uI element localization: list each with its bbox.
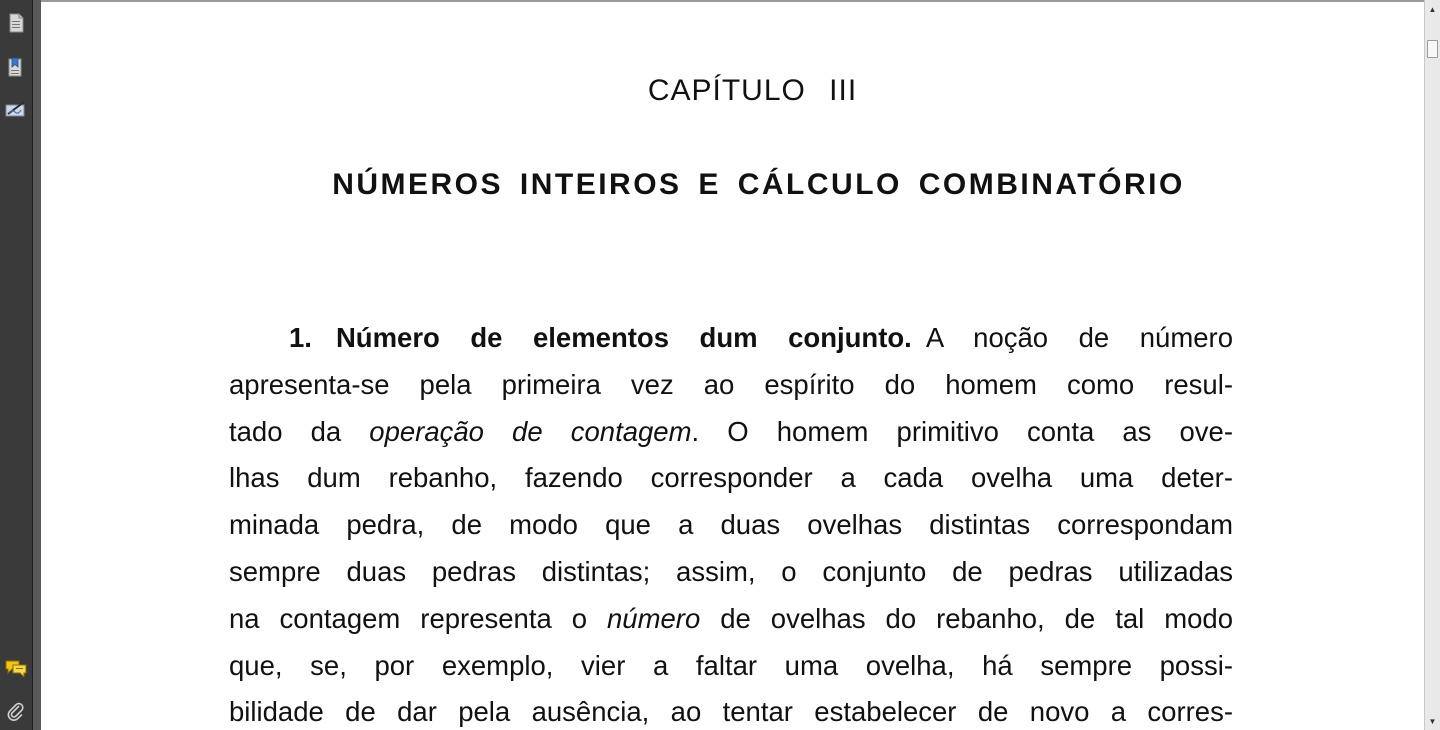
body-paragraph (229, 315, 1233, 730)
text-run: . O homem primitivo conta as ove- (691, 415, 1233, 447)
section-title: Número de elementos dum conjunto. (335, 322, 912, 353)
text-run: minada pedra, de modo que a duas ovelhas distintas correspondam (229, 509, 1233, 541)
text-line (229, 502, 1233, 549)
text-run: que, se, por exemplo, vier a faltar uma ovelha, há sempre possi- (229, 649, 1233, 681)
signatures-icon[interactable] (4, 98, 28, 122)
text-run: na contagem representa o (229, 602, 608, 634)
text-run: lhas dum rebanho, fazendo corresponder a cada ovelha uma deter- (229, 462, 1233, 494)
pane-divider[interactable] (33, 0, 41, 730)
navigation-pane (0, 0, 33, 730)
scroll-up-button[interactable]: ▲ (1428, 4, 1437, 14)
scroll-down-button[interactable]: ▼ (1428, 716, 1437, 726)
text-line (229, 455, 1233, 502)
vertical-scrollbar[interactable] (1424, 0, 1440, 730)
text-line (229, 409, 1233, 456)
text-line (229, 596, 1233, 643)
text-line (229, 689, 1233, 730)
text-run: de ovelhas do rebanho, de tal modo (700, 602, 1234, 634)
pages-icon[interactable] (4, 11, 28, 35)
document-viewport[interactable] (41, 0, 1424, 730)
text-run: apresenta-se pela primeira vez ao espírito do homem como resul- (229, 368, 1233, 400)
text-run: bilidade de dar pela ausência, ao tentar estabelecer de novo a corres- (229, 696, 1233, 728)
text-line (229, 643, 1233, 690)
chapter-label: CAPÍTULO III (647, 74, 858, 107)
chapter-title: NÚMEROS INTEIROS E CÁLCULO COMBINATÓRIO (332, 168, 1185, 201)
italic-term: número (607, 602, 701, 634)
scroll-thumb[interactable] (1427, 40, 1438, 58)
italic-term: operação de contagem (369, 415, 692, 447)
comments-icon[interactable] (4, 656, 28, 680)
section-number: 1. (289, 322, 312, 353)
attachments-icon[interactable] (4, 699, 28, 723)
bookmarks-icon[interactable] (4, 55, 28, 79)
text-line (229, 315, 1233, 362)
text-run: sempre duas pedras distintas; assim, o conjunto de pedras utilizadas (229, 555, 1233, 587)
text-run: A noção de número (925, 322, 1233, 353)
text-line (229, 549, 1233, 596)
document-page (43, 2, 1424, 730)
text-run: tado da (229, 415, 370, 447)
text-line (229, 362, 1233, 409)
